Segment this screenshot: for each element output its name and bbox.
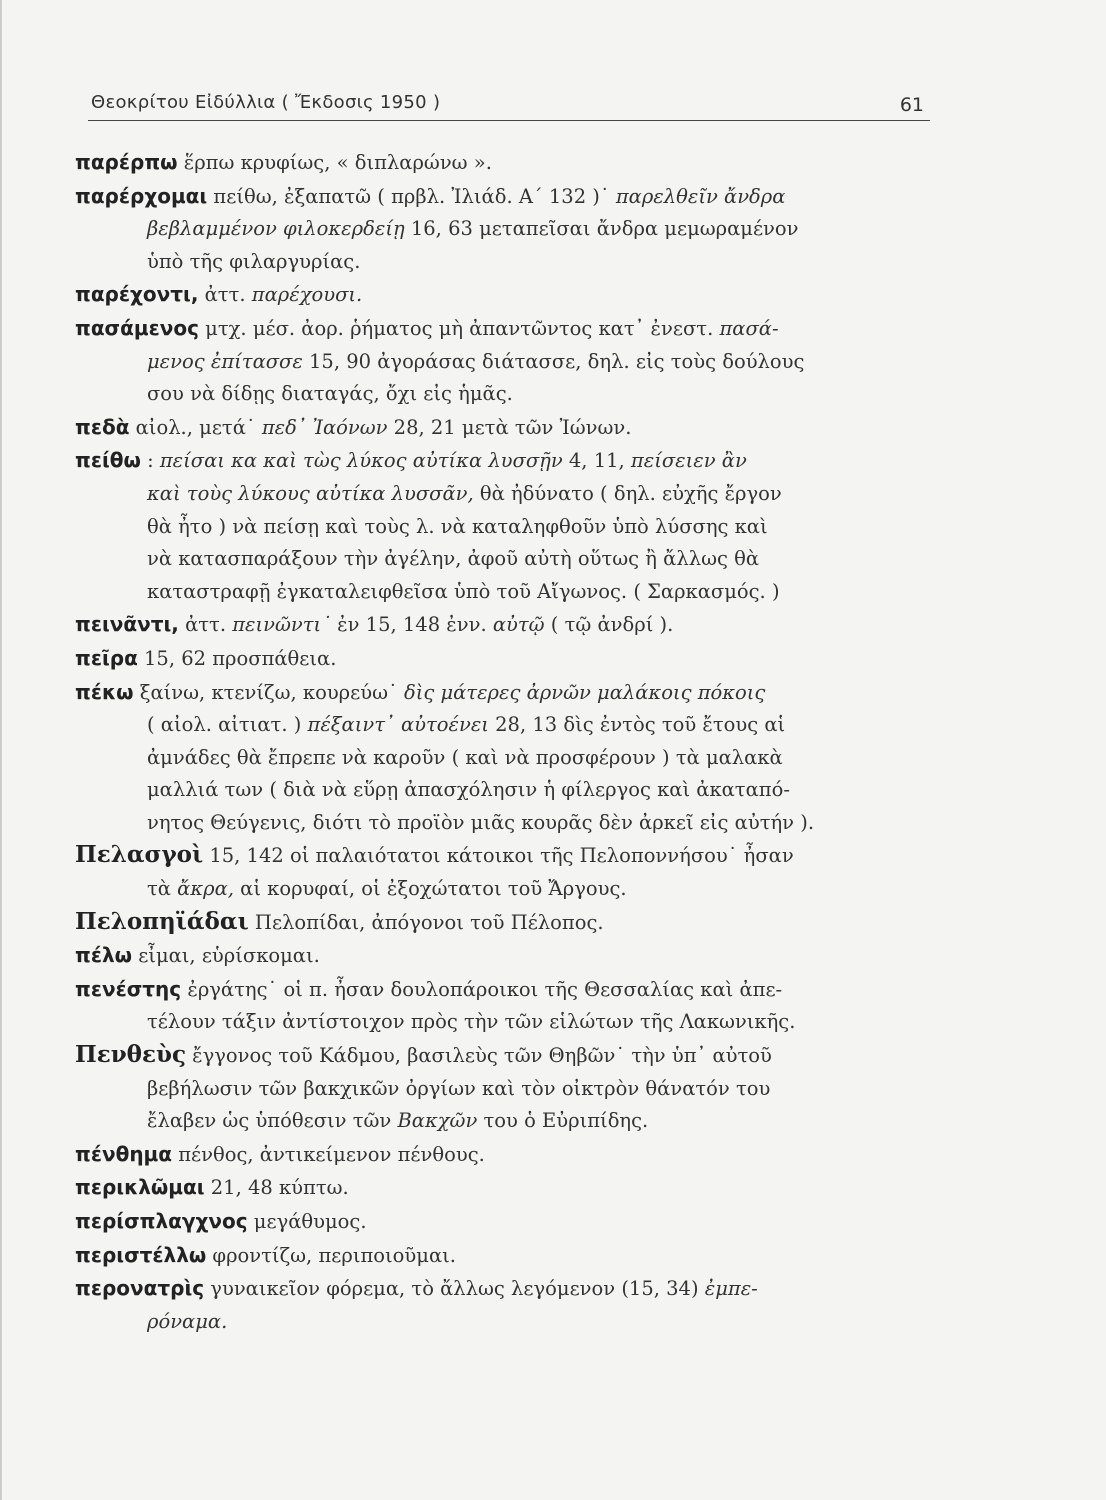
definition-text: ἕρπω κρυφίως, « διπλαρώνω ». <box>177 151 492 174</box>
entry-line <box>75 576 945 609</box>
entry-headword: παρέρχομαι <box>75 183 208 208</box>
quoted-phrase: παρέχουσι. <box>251 283 363 307</box>
definition-text: θὰ ἠδύνατο ( δηλ. εὐχῆς ἔργον <box>473 481 782 505</box>
glossary-entry <box>75 278 945 312</box>
entry-line <box>75 180 945 214</box>
glossary-entry <box>75 642 945 676</box>
quoted-phrase: παρελθεῖν ἄνδρα <box>615 184 786 208</box>
definition-text: φροντίζω, περιποιοῦμαι. <box>206 1243 456 1267</box>
definition-text: ἐργάτης˙ οἱ π. ἦσαν δουλοπάροικοι τῆς Θεσσαλίας καὶ ἀπε- <box>181 977 783 1001</box>
entry-headword: Πελασγοὶ <box>75 841 204 869</box>
entry-headword: πέκω <box>75 679 134 704</box>
quoted-phrase: ρόναμα. <box>147 1309 228 1333</box>
entry-headword: πένθημα <box>75 1141 173 1166</box>
entry-headword: πεδὰ <box>75 414 130 439</box>
quoted-phrase: ἐμπε- <box>704 1277 758 1301</box>
definition-text: 15, 142 οἱ παλαιότατοι κάτοικοι τῆς Πελοποννήσου˙ ἦσαν <box>203 844 794 868</box>
definition-text: ἐν 15, 148 ἐνν. <box>330 613 493 637</box>
definition-text: του ὁ Εὐριπίδης. <box>477 1109 649 1133</box>
entry-line <box>75 742 945 775</box>
glossary-entry <box>75 411 945 445</box>
glossary-entry <box>75 906 945 940</box>
entry-line <box>75 906 945 940</box>
entry-line <box>75 411 945 445</box>
glossary-entries <box>75 146 945 1338</box>
entry-line <box>75 709 945 742</box>
entry-headword: περιστέλλω <box>75 1242 207 1267</box>
definition-text: ξαίνω, κτενίζω, κουρεύω˙ <box>133 680 404 704</box>
definition-text: ἀττ. <box>198 283 252 307</box>
definition-text: Πελοπίδαι, ἀπόγονοι τοῦ Πέλοπος. <box>248 910 604 934</box>
entry-line <box>75 543 945 576</box>
definition-text: 4, 11, <box>562 449 631 473</box>
definition-text: γυναικεῖον φόρεμα, τὸ ἄλλως λεγόμενον (15, 34) <box>204 1277 705 1301</box>
entry-line <box>75 608 945 642</box>
definition-text: βεβήλωσιν τῶν βακχικῶν ὀργίων καὶ τὸν οἰκτρὸν θάνατόν του <box>147 1076 771 1100</box>
glossary-entry <box>75 1239 945 1273</box>
definition-text: μεγάθυμος. <box>247 1210 367 1233</box>
entry-line <box>75 444 945 478</box>
quoted-phrase: πέξαιντ᾽ αὐτοένει <box>307 713 489 737</box>
definition-text: μαλλιά των ( διὰ νὰ εὕρῃ ἀπασχόλησιν ἡ φίλεργος καὶ ἀκαταπό- <box>147 778 790 802</box>
entry-headword: περίσπλαγχνος <box>75 1209 248 1233</box>
entry-line <box>75 246 945 279</box>
entry-line <box>75 1073 945 1106</box>
quoted-phrase: καὶ τοὺς λύκους αὐτίκα λυσσᾶν, <box>147 481 474 505</box>
glossary-entry <box>75 1272 945 1338</box>
entry-line <box>75 1171 945 1205</box>
glossary-entry <box>75 608 945 642</box>
glossary-entry <box>75 146 945 180</box>
entry-headword: παρέχοντι, <box>75 282 199 307</box>
entry-line <box>75 378 945 411</box>
glossary-entry <box>75 312 945 411</box>
definition-text: καταστραφῇ ἐγκαταλειφθεῖσα ὑπὸ τοῦ Αἴγωνος. ( Σαρκασμός. ) <box>147 579 780 603</box>
entry-line <box>75 511 945 544</box>
glossary-entry <box>75 1205 945 1239</box>
entry-line <box>75 873 945 906</box>
quoted-phrase: πείσαι κα καὶ τὼς λύκος αὐτίκα λυσσῇν <box>159 449 563 473</box>
entry-line <box>75 1272 945 1306</box>
quoted-phrase: πεδ᾽ Ἰαόνων <box>261 415 388 439</box>
quoted-phrase: πεινῶντι˙ <box>232 613 331 637</box>
definition-text: τὰ <box>147 877 178 901</box>
entry-headword: πείθω <box>75 448 141 473</box>
entry-headword: πασάμενος <box>75 315 199 340</box>
entry-line <box>75 642 945 676</box>
definition-text: ( τῷ ἀνδρί ). <box>544 613 674 637</box>
entry-headword: πεῖρα <box>75 645 138 670</box>
definition-text: μτχ. μέσ. ἀορ. ῥήματος μὴ ἀπαντῶντος κατ᾽ ἐνεστ. <box>198 316 720 340</box>
definition-text: ὑπὸ τῆς φιλαργυρίας. <box>147 249 361 273</box>
entry-headword: περικλῶμαι <box>75 1175 205 1200</box>
entry-line <box>75 973 945 1007</box>
quoted-phrase: πείσειεν ἂν <box>630 449 747 473</box>
quoted-phrase: δὶς μάτερες ἀρνῶν μαλάκοις πόκοις <box>403 680 766 704</box>
glossary-entry <box>75 180 945 279</box>
quoted-phrase: μενος ἐπίτασσε <box>147 349 303 373</box>
entry-line <box>75 312 945 346</box>
definition-text: εἶμαι, εὑρίσκομαι. <box>132 944 320 968</box>
definition-text: νητος Θεύγενις, διότι τὸ προϊὸν μιᾶς κουρᾶς δὲν ἀρκεῖ εἰς αὐτήν ). <box>147 810 815 834</box>
definition-text: τέλουν τάξιν ἀντίστοιχον πρὸς τὴν τῶν εἱλώτων τῆς Λακωνικῆς. <box>147 1010 796 1034</box>
glossary-entry <box>75 839 945 905</box>
entry-headword: Πελοπηϊάδαι <box>75 907 249 935</box>
quoted-phrase: ἄκρα, <box>177 877 234 901</box>
glossary-entry <box>75 939 945 973</box>
entry-headword: πενέστης <box>75 976 182 1001</box>
quoted-phrase: αὐτῷ <box>492 613 545 637</box>
definition-text: πείθω, ἐξαπατῶ ( πρβλ. Ἰλιάδ. Α΄ 132 )˙ <box>207 184 616 208</box>
entry-line <box>75 1205 945 1239</box>
definition-text: 15, 62 προσπάθεια. <box>137 646 337 670</box>
entry-line <box>75 346 945 379</box>
entry-line <box>75 939 945 973</box>
definition-text: ἔλαβεν ὡς ὑπόθεσιν τῶν <box>147 1109 398 1133</box>
entry-headword: παρέρπω <box>75 150 178 174</box>
definition-text: ἔγγονος τοῦ Κάδμου, βασιλεὺς τῶν Θηβῶν˙ τὴν ὑπ᾽ αὐτοῦ <box>185 1044 772 1068</box>
entry-line <box>75 774 945 807</box>
glossary-entry <box>75 1138 945 1172</box>
entry-headword: Πενθεὺς <box>75 1041 186 1069</box>
entry-line <box>75 213 945 246</box>
definition-text: 28, 13 δὶς ἐντὸς τοῦ ἔτους αἱ <box>488 713 786 737</box>
definition-text: 16, 63 μεταπεῖσαι ἄνδρα μεμωραμένον <box>404 217 799 241</box>
definition-text: 15, 90 ἀγοράσας διάτασσε, δηλ. εἰς τοὺς δούλους <box>302 349 805 373</box>
definition-text: : <box>140 449 160 473</box>
definition-text: 28, 21 μετὰ τῶν Ἰώνων. <box>387 415 632 439</box>
definition-text: 21, 48 κύπτω. <box>204 1176 349 1200</box>
entry-line <box>75 278 945 312</box>
quoted-phrase: Βακχῶν <box>397 1109 478 1133</box>
definition-text: ἀμνάδες θὰ ἔπρεπε νὰ καροῦν ( καὶ νὰ προσφέρουν ) τὰ μαλακὰ <box>147 745 783 769</box>
glossary-entry <box>75 973 945 1039</box>
definition-text: πένθος, ἀντικείμενον πένθους. <box>172 1142 485 1166</box>
entry-headword: πέλω <box>75 943 132 968</box>
entry-line <box>75 807 945 840</box>
entry-line <box>75 1039 945 1073</box>
entry-line <box>75 478 945 511</box>
entry-headword: πεινᾶντι, <box>75 612 179 637</box>
definition-text: σου νὰ δίδῃς διαταγάς, ὄχι εἰς ἡμᾶς. <box>147 382 513 406</box>
entry-line <box>75 676 945 710</box>
page-header <box>88 82 930 121</box>
page-fold-shadow <box>0 0 2 1500</box>
entry-line <box>75 1306 945 1339</box>
entry-headword: περονατρὶς <box>75 1276 205 1301</box>
entry-line <box>75 839 945 873</box>
definition-text: αἱ κορυφαί, οἱ ἐξοχώτατοι τοῦ Ἄργους. <box>233 877 627 901</box>
glossary-entry <box>75 1039 945 1138</box>
quoted-phrase: πασά- <box>719 316 779 340</box>
page-number: 61 <box>899 94 924 116</box>
entry-line <box>75 1239 945 1273</box>
entry-line <box>75 1105 945 1138</box>
glossary-entry <box>75 1171 945 1205</box>
definition-text: νὰ κατασπαράξουν τὴν ἀγέλην, ἀφοῦ αὐτὴ οὕτως ἢ ἄλλως θὰ <box>147 547 759 571</box>
quoted-phrase: βεβλαμμένον φιλοκερδείῃ <box>147 217 405 241</box>
definition-text: ἀττ. <box>178 613 233 637</box>
glossary-entry <box>75 444 945 608</box>
entry-line <box>75 146 945 180</box>
glossary-entry <box>75 676 945 840</box>
entry-line <box>75 1138 945 1172</box>
definition-text: θὰ ἦτο ) νὰ πείσῃ καὶ τοὺς λ. νὰ καταληφθοῦν ὑπὸ λύσσης καὶ <box>147 514 768 538</box>
definition-text: ( αἰολ. αἰτιατ. ) <box>147 713 308 737</box>
running-title: Θεοκρίτου Εἰδύλλια ( Ἔκδοσις 1950 ) <box>91 92 441 113</box>
definition-text: αἰολ., μετά˙ <box>129 415 262 439</box>
entry-line <box>75 1006 945 1039</box>
